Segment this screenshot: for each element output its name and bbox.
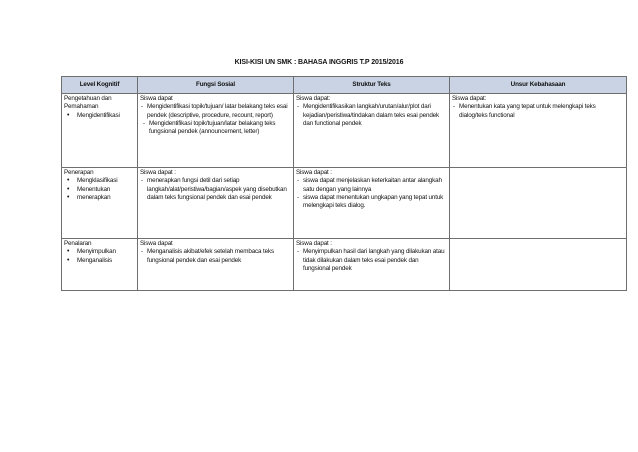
header-unsur-kebahasaan: Unsur Kebahasaan (450, 77, 627, 94)
level-heading-line: Pengetahuan dan (64, 95, 112, 102)
cell-struktur-teks (294, 94, 450, 168)
cell-unsur-kebahasaan-empty (450, 168, 627, 239)
level-heading-line: Penalaran (64, 240, 92, 247)
level-heading-line: Penerapan (64, 169, 94, 176)
level-bullet-item: • Mengklasifikasi (64, 177, 135, 185)
dash-item: - Menyimpulkan hasil dari langkah yang dilakukan atau tidak dilakukan dalam teks esai pendek dan fungsional pendek (296, 248, 447, 273)
cell-level (62, 168, 138, 239)
cell-unsur-kebahasaan-empty (450, 239, 627, 291)
level-heading-line: Pemahaman (64, 103, 99, 111)
level-bullet-item: • Menganalisis (64, 257, 135, 265)
cell-lead-text: Siswa dapat: (296, 95, 331, 102)
cell-level (62, 239, 138, 291)
kisi-kisi-table (61, 76, 627, 291)
header-struktur-teks: Struktur Teks (294, 77, 450, 94)
table-row (62, 239, 627, 291)
cell-fungsi-sosial (138, 239, 294, 291)
dash-item: - siswa dapat menentukan ungkapan yang tepat untuk melengkapi teks dialog. (296, 194, 447, 211)
document-title: KISI-KISI UN SMK : BAHASA INGGRIS T.P 2015/2016 (234, 59, 404, 66)
level-bullet-item: • menerapkan (64, 194, 135, 202)
cell-lead-text: Siswa dapat (140, 240, 173, 247)
header-level-kognitif: Level Kognitif (62, 77, 138, 94)
table-header-row (62, 77, 627, 94)
dash-item: - Menentukan kata yang tepat untuk melengkapi teks dialog/teks functional (452, 103, 624, 120)
dash-item: - Mengidentifikasikan langkah/urutan/alur/plot dari kejadian/peristiwa/tindakan dalam teks esai pendek dan functional pendek (296, 103, 447, 128)
cell-lead-text: Siswa dapat (140, 95, 173, 102)
cell-fungsi-sosial (138, 168, 294, 239)
dash-item: - siswa dapat menjelaskan keterkaitan antar alangkah satu dengan yang lainnya (296, 177, 447, 194)
cell-fungsi-sosial (138, 94, 294, 168)
header-fungsi-sosial: Fungsi Sosial (138, 77, 294, 94)
cell-level (62, 94, 138, 168)
dash-item: - Mengidentifikasi topik/tujuan/ latar belakang teks esai pendek (descriptive, procedure, recount, report) (140, 103, 291, 120)
dash-item: - Mengidentifikasi topik/tujuan/latar belakang teks fungsional pendek (announcement, letter) (140, 120, 291, 137)
cell-lead-text: Siswa dapat: (452, 95, 487, 102)
cell-lead-text: Siswa dapat : (140, 169, 176, 176)
table-row (62, 94, 627, 168)
cell-unsur-kebahasaan (450, 94, 627, 168)
cell-struktur-teks (294, 239, 450, 291)
cell-lead-text: Siswa dapat : (296, 240, 332, 247)
table-row (62, 168, 627, 239)
cell-lead-text: Siswa dapat : (296, 169, 332, 176)
level-bullet-item: • Menyimpulkan (64, 248, 135, 256)
cell-struktur-teks (294, 168, 450, 239)
dash-item: - Menganalisis akibat/efek setelah membaca teks fungsional pendek dan esai pendek (140, 248, 291, 265)
level-bullet-item: • Menentukan (64, 186, 135, 194)
level-bullet-item: • Mengidentifikasi (64, 112, 135, 120)
dash-item: - menerapkan fungsi detil dari setiap langkah/alat/peristiwa/bagian/aspek yang disebutkan dalam teks fungsional pendek dan esai pendek (140, 177, 291, 202)
